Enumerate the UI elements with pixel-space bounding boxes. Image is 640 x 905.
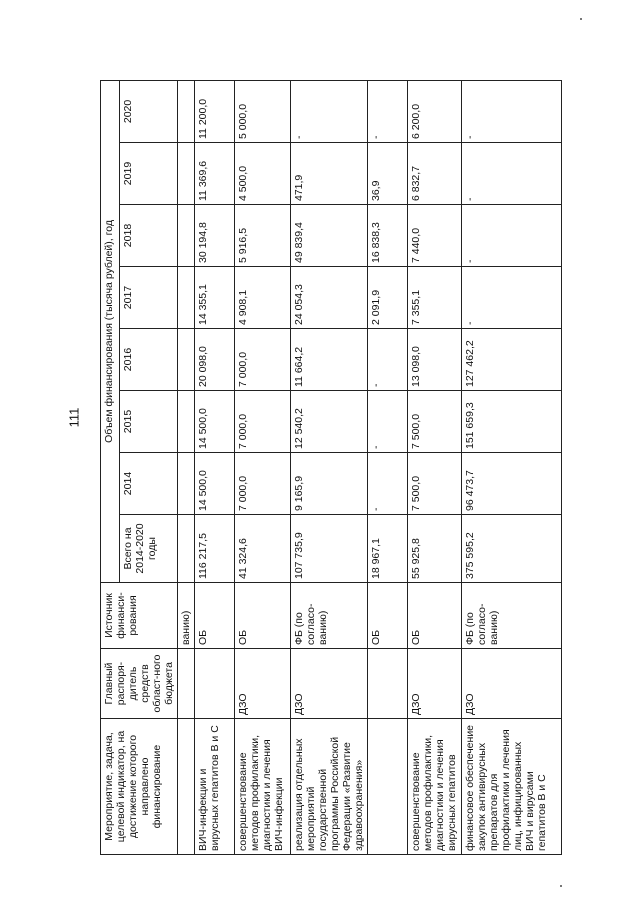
cell-value: 11 200,0 — [195, 80, 235, 142]
cell-manager — [368, 649, 408, 719]
cell-value: 18 967,1 — [368, 515, 408, 583]
cell-value: - — [368, 329, 408, 391]
cell-value: 7 000,0 — [235, 391, 291, 453]
table-row — [235, 80, 291, 854]
header-year: 2014 — [119, 453, 177, 515]
cell-value: 14 355,1 — [195, 267, 235, 329]
header-year: 2016 — [119, 329, 177, 391]
cell-source: ОБ — [408, 583, 462, 649]
cell-value: 12 540,2 — [291, 391, 368, 453]
cell-value — [178, 267, 195, 329]
cell-value: 4 500,0 — [235, 143, 291, 205]
cell-measure: ВИЧ-инфекции и вирусных гепатитов В и С — [195, 719, 235, 855]
header-manager: Главный распоря-дитель средств област-ного бюджета — [101, 649, 178, 719]
cell-value: 471,9 — [291, 143, 368, 205]
cell-value: 41 324,6 — [235, 515, 291, 583]
cell-value: - — [462, 205, 562, 267]
cell-value — [178, 143, 195, 205]
cell-value: 6 832,7 — [408, 143, 462, 205]
cell-value: 7 500,0 — [408, 391, 462, 453]
cell-value: 36,9 — [368, 143, 408, 205]
cell-value: - — [462, 143, 562, 205]
cell-manager — [178, 649, 195, 719]
cell-value — [178, 515, 195, 583]
cell-value: - — [291, 80, 368, 142]
cell-manager — [195, 649, 235, 719]
cell-value: 9 165,9 — [291, 453, 368, 515]
table-row — [178, 80, 195, 854]
cell-value: 14 500,0 — [195, 391, 235, 453]
table-row — [462, 80, 562, 854]
scan-speck — [560, 885, 562, 887]
cell-measure — [368, 719, 408, 855]
cell-value: 13 098,0 — [408, 329, 462, 391]
cell-value: 375 595,2 — [462, 515, 562, 583]
header-year: 2020 — [119, 80, 177, 142]
header-year: 2017 — [119, 267, 177, 329]
cell-value: 116 217,5 — [195, 515, 235, 583]
cell-value: - — [462, 80, 562, 142]
header-total: Всего на 2014-2020 годы — [119, 515, 177, 583]
cell-source: ОБ — [195, 583, 235, 649]
funding-table — [100, 80, 562, 855]
cell-source: ОБ — [368, 583, 408, 649]
cell-value: 7 440,0 — [408, 205, 462, 267]
cell-value — [178, 80, 195, 142]
cell-value — [178, 453, 195, 515]
cell-value: 49 839,4 — [291, 205, 368, 267]
header-year: 2018 — [119, 205, 177, 267]
cell-manager: ДЗО — [291, 649, 368, 719]
table-row — [195, 80, 235, 854]
cell-measure: реализация отдельных мероприятий государственной программы Российской Федерации «Развитие здравоохранения» — [291, 719, 368, 855]
table-row — [408, 80, 462, 854]
cell-value: 30 194,8 — [195, 205, 235, 267]
header-volume: Объем финансирования (тысяча рублей), год — [101, 80, 120, 582]
cell-value: 7 355,1 — [408, 267, 462, 329]
cell-measure: совершенствование методов профилактики, диагностики и лечения вирусных гепатитов — [408, 719, 462, 855]
cell-manager: ДЗО — [235, 649, 291, 719]
table-row — [368, 80, 408, 854]
cell-value: 7 500,0 — [408, 453, 462, 515]
cell-value: 2 091,9 — [368, 267, 408, 329]
header-year: 2015 — [119, 391, 177, 453]
cell-value: 6 200,0 — [408, 80, 462, 142]
rotated-page — [100, 98, 600, 855]
cell-source: ФБ (по согласо-ванию) — [462, 583, 562, 649]
cell-measure: финансовое обеспечение закупок антивирусных препаратов для профилактики и лечения лиц, инфицированных ВИЧ и вирусами гепатитов В и С — [462, 719, 562, 855]
cell-value: - — [368, 80, 408, 142]
cell-value: 4 908,1 — [235, 267, 291, 329]
cell-manager: ДЗО — [462, 649, 562, 719]
cell-source: ванию) — [178, 583, 195, 649]
page-number: 111 — [66, 407, 82, 428]
cell-value: - — [462, 267, 562, 329]
cell-value — [178, 205, 195, 267]
cell-source: ФБ (по согласо-ванию) — [291, 583, 368, 649]
cell-value: 55 925,8 — [408, 515, 462, 583]
cell-value: - — [368, 453, 408, 515]
cell-value: 107 735,9 — [291, 515, 368, 583]
cell-value: 7 000,0 — [235, 453, 291, 515]
cell-value: 16 838,3 — [368, 205, 408, 267]
cell-value: 7 000,0 — [235, 329, 291, 391]
cell-value: 151 659,3 — [462, 391, 562, 453]
cell-value: 127 462,2 — [462, 329, 562, 391]
cell-value: 11 369,6 — [195, 143, 235, 205]
cell-value — [178, 391, 195, 453]
cell-value: 96 473,7 — [462, 453, 562, 515]
header-year: 2019 — [119, 143, 177, 205]
cell-measure — [178, 719, 195, 855]
cell-value: - — [368, 391, 408, 453]
cell-value: 5 916,5 — [235, 205, 291, 267]
cell-value: 5 000,0 — [235, 80, 291, 142]
cell-manager: ДЗО — [408, 649, 462, 719]
cell-measure: совершенствование методов профилактики, диагностики и лечения ВИЧ-инфекции — [235, 719, 291, 855]
cell-value: 14 500,0 — [195, 453, 235, 515]
cell-value: 20 098,0 — [195, 329, 235, 391]
header-measure: Мероприятие, задача, целевой индикатор, на достижение которого направлено финансирование — [101, 719, 178, 855]
cell-value: 24 054,3 — [291, 267, 368, 329]
cell-value: 11 664,2 — [291, 329, 368, 391]
cell-value — [178, 329, 195, 391]
cell-source: ОБ — [235, 583, 291, 649]
table-row — [291, 80, 368, 854]
scan-speck — [580, 18, 582, 20]
header-source: Источник финанси-рования — [101, 583, 178, 649]
